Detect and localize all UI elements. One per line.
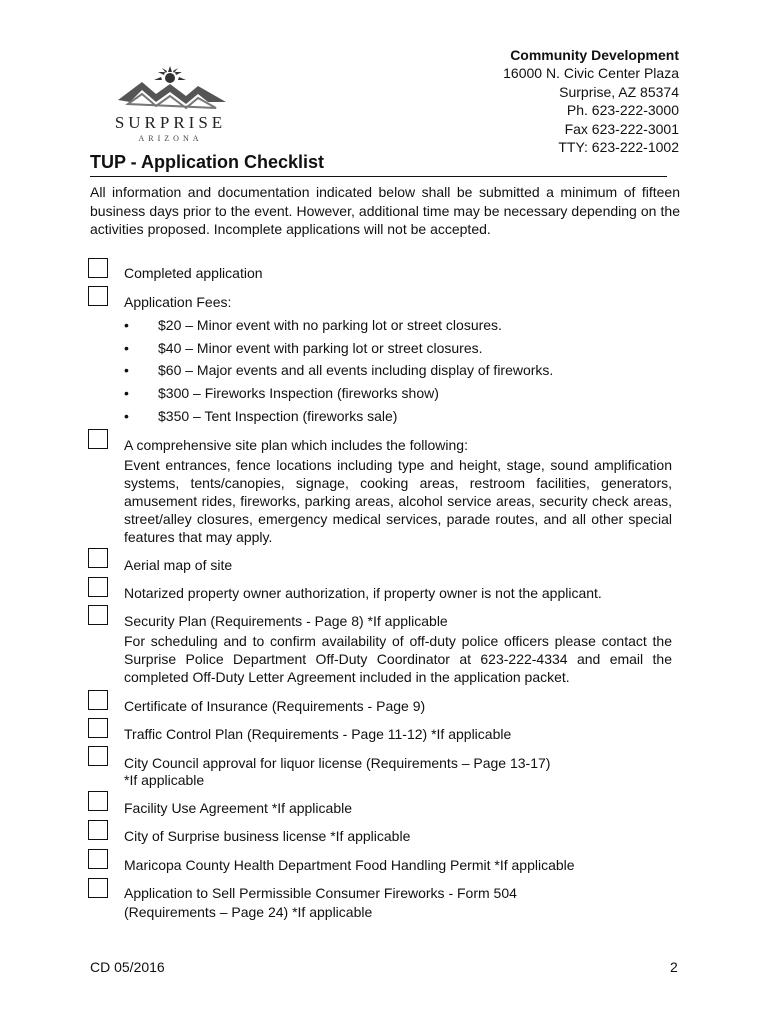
item-application-fees: Application Fees: (124, 294, 232, 310)
item-site-plan: A comprehensive site plan which includes the following: (124, 437, 468, 453)
item-aerial-map: Aerial map of site (124, 557, 233, 573)
item-business-license: City of Surprise business license *If applicable (124, 828, 411, 844)
item-fireworks-application: Application to Sell Permissible Consumer Fireworks - Form 504 (124, 885, 517, 901)
checkbox-site-plan[interactable] (88, 429, 108, 449)
item-fireworks-application-note: (Requirements – Page 24) *If applicable (124, 904, 373, 920)
fax-number: Fax 623-222-3001 (564, 120, 679, 137)
street-address: 16000 N. Civic Center Plaza (503, 65, 679, 82)
mountain-sun-icon (98, 64, 243, 112)
checkbox-security-plan[interactable] (88, 605, 108, 625)
item-completed-application: Completed application (124, 265, 263, 281)
checkbox-business-license[interactable] (88, 820, 108, 840)
page-title: TUP - Application Checklist (90, 152, 667, 177)
checkbox-fireworks-application[interactable] (88, 878, 108, 898)
phone-number: Ph. 623-222-3000 (566, 102, 679, 119)
intro-paragraph: All information and documentation indicated below shall be submitted a minimum of fifteen business days prior to the event. However, additional time may be necessary depending on the activities proposed. Incomplete applications will not be accepted. (90, 184, 680, 237)
checkbox-certificate-of-insurance[interactable] (88, 690, 108, 710)
item-city-council-approval-note: *If applicable (124, 772, 205, 788)
item-food-handling-permit: Maricopa County Health Department Food Handling Permit *If applicable (124, 857, 575, 873)
checkbox-notarized-authorization[interactable] (88, 577, 108, 597)
checkbox-application-fees[interactable] (88, 286, 108, 306)
item-city-council-approval: City Council approval for liquor license (Requirements – Page 13-17) (124, 755, 551, 771)
checkbox-facility-use-agreement[interactable] (88, 791, 108, 811)
org-name: Community Development (510, 47, 679, 63)
checkbox-aerial-map[interactable] (88, 548, 108, 568)
item-traffic-control-plan: Traffic Control Plan (Requirements - Page 11-12) *If applicable (124, 726, 512, 742)
item-certificate-of-insurance: Certificate of Insurance (Requirements - Page 9) (124, 698, 426, 714)
logo-subtitle: ARIZONA (138, 134, 203, 143)
checkbox-city-council-approval[interactable] (88, 746, 108, 766)
security-plan-detail: For scheduling and to confirm availability of off-duty police officers please contact the Surprise Police Department Off-Duty Coordinator at 623-222-4334 and email the completed Off-Duty Letter Agreement included in the application packet. (124, 633, 672, 685)
checkbox-traffic-control-plan[interactable] (88, 718, 108, 738)
logo-wordmark: SURPRISE (114, 113, 227, 132)
item-notarized-authorization: Notarized property owner authorization, if property owner is not the applicant. (124, 585, 602, 601)
address-block (503, 46, 679, 156)
site-plan-detail: Event entrances, fence locations including type and height, stage, sound amplification systems, tents/canopies, signage, cooking areas, restroom facilities, generators, amusement rides, fireworks, parking areas, alcohol service areas, security check areas, street/alley closures, emergency medical services, parade routes, and all other special features that may apply. (124, 457, 672, 545)
footer-page-number: 2 (670, 959, 678, 975)
city-state-zip: Surprise, AZ 85374 (559, 83, 679, 100)
checkbox-completed-application[interactable] (88, 258, 108, 278)
tty-number: TTY: 623-222-1002 (558, 139, 679, 156)
checkbox-food-handling-permit[interactable] (88, 849, 108, 869)
surprise-logo (98, 64, 243, 146)
item-security-plan: Security Plan (Requirements - Page 8) *If applicable (124, 613, 448, 629)
item-facility-use-agreement: Facility Use Agreement *If applicable (124, 800, 352, 816)
footer-form-code: CD 05/2016 (90, 959, 165, 975)
